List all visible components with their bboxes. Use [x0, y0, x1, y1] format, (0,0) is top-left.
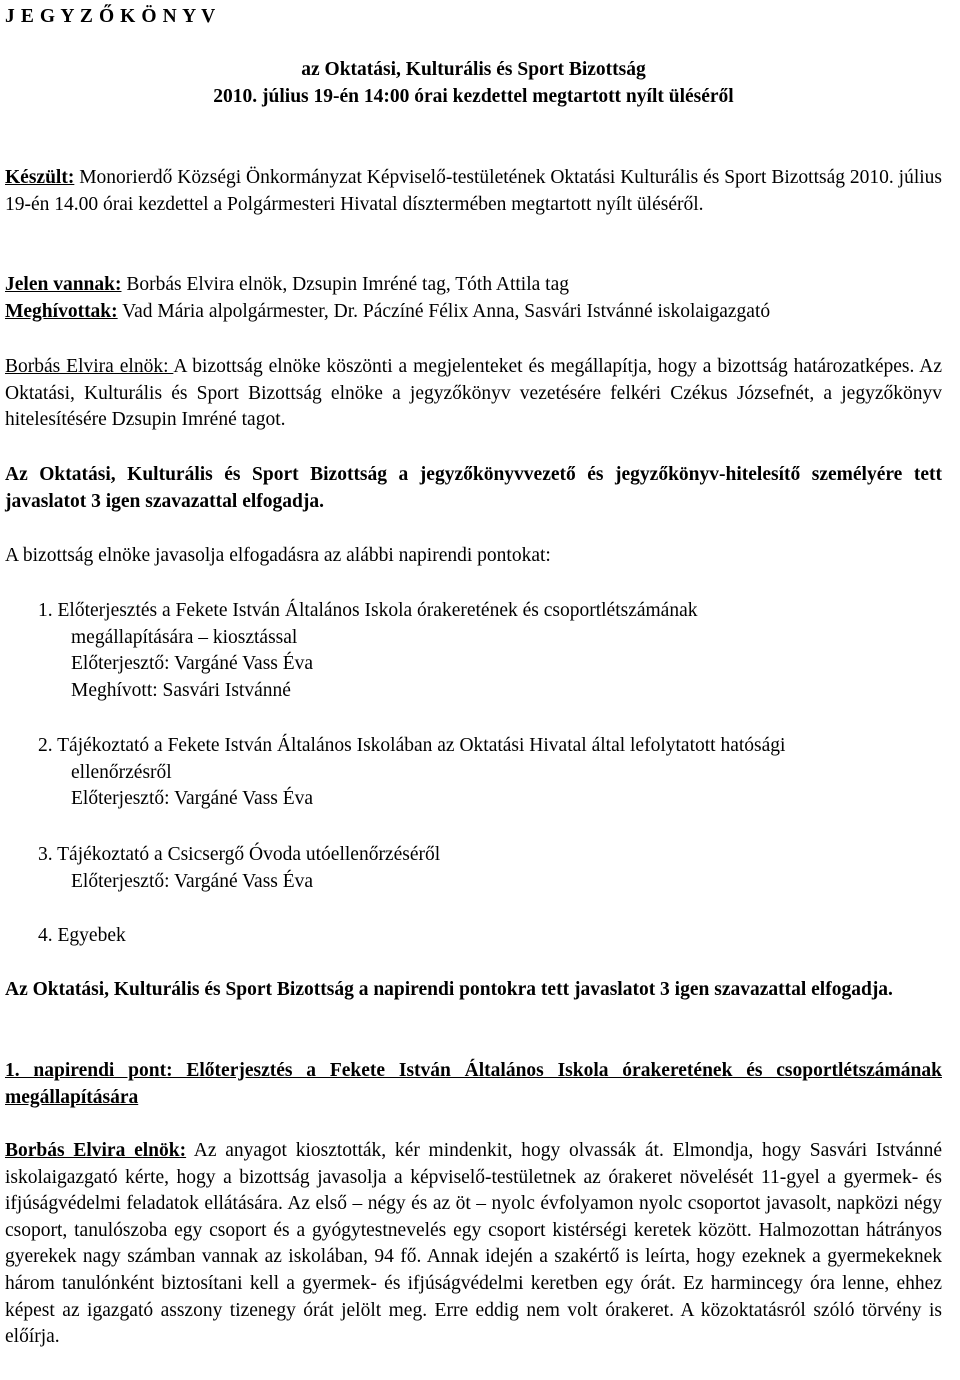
attendees-line — [5, 272, 942, 299]
section-1-paragraph — [5, 1138, 942, 1351]
agenda-item-1 — [38, 598, 942, 704]
invited-text: Vad Mária alpolgármester, Dr. Páczíné Félix Anna, Sasvári Istvánné iskolaigazgató — [117, 301, 771, 322]
agenda-item-3-presenter: Előterjesztő: Vargáné Vass Éva — [71, 870, 314, 892]
agenda-item-4 — [38, 923, 942, 950]
section-1-speaker: Borbás Elvira elnök: — [5, 1140, 187, 1161]
attendees-label: Jelen vannak: — [5, 274, 122, 295]
keszult-label: Készült: — [5, 167, 75, 188]
opening-text: A bizottság elnöke köszönti a megjelenteket és megállapítja, hogy a bizottság határozatképes. Az Oktatási, Kulturális és Sport Bizottság elnöke a jegyzőkönyv vezetésére felkéri Czékus Józsefnét, a jegyzőkönyv hitelesítésére Dzsupin Imréné tagot. — [5, 356, 942, 431]
agenda-item-1-title: 1. Előterjesztés a Fekete István Általános Iskola órakeretének és csoportlétszámának — [38, 600, 698, 621]
section-1-text: Az anyagot kiosztották, kér mindenkit, hogy olvassák át. Elmondja, hogy Sasvári Istvánné iskolaigazgató kérte, hogy a bizottság javasolja a képviselő-testületnek az órakeret növelését 11-gyel a gyermek- és ifjúságvédelmi feladatok ellátására. Az első – négy és az öt – nyolc évfolyamon nyolc csoportot javasolt, napközi négy csoport, tanulószoba egy csoport és a gyógytestnevelés egy csoport kistérségi keretek között. Halmozottan hátrányos gyerekek nagy számban vannak az iskolában, 94 fő. Annak idején a szakértő is leírta, hogy ezeknek a gyermekeknek három tanulónként biztosítani kell a gyermek- és ifjúságvédelmi keretben egy órát. Ez harmincegy óra lenne, ehhez képest az igazgató asszony tizenegy órát jelölt meg. Erre eddig nem volt órakeret. A közoktatásról szóló törvény is előírja. — [5, 1140, 942, 1348]
agenda-item-2 — [38, 733, 942, 813]
document-title: J E G Y Z Ő K Ö N Y V — [5, 6, 216, 27]
resolution-minutes-keeper: Az Oktatási, Kulturális és Sport Bizottság a jegyzőkönyvvezető és jegyzőkönyv-hitelesítő személyére tett javaslatot 3 igen szavazattal elfogadja. — [5, 464, 942, 512]
attendees-text: Borbás Elvira elnök, Dzsupin Imréné tag, Tóth Attila tag — [121, 274, 569, 295]
agenda-item-2-presenter: Előterjesztő: Vargáné Vass Éva — [71, 788, 314, 810]
agenda-item-3-title: 3. Tájékoztató a Csicsergő Óvoda utóellenőrzéséről — [38, 844, 441, 865]
agenda-item-1-invited: Meghívott: Sasvári Istvánné — [71, 679, 291, 701]
invited-line — [5, 299, 942, 326]
keszult-paragraph — [5, 165, 942, 218]
agenda-item-2-title: 2. Tájékoztató a Fekete István Általános Iskolában az Oktatási Hivatal által lefolytatott hatósági — [38, 735, 786, 756]
agenda-item-1-presenter: Előterjesztő: Vargáné Vass Éva — [71, 653, 314, 675]
document-subtitle-committee: az Oktatási, Kulturális és Sport Bizottság — [301, 59, 646, 80]
agenda-item-1-title-cont: megállapítására – kiosztással — [71, 626, 298, 648]
keszult-text: Monorierdő Községi Önkormányzat Képviselő-testületének Oktatási Kulturális és Sport Bizottság 2010. július 19-én 14.00 órai kezdettel a Polgármesteri Hivatal dísztermében megtartott nyílt üléséről. — [5, 167, 942, 215]
agenda-intro: A bizottság elnöke javasolja elfogadásra az alábbi napirendi pontokat: — [5, 545, 551, 566]
agenda-item-2-title-cont: ellenőrzésről — [71, 761, 172, 783]
resolution-agenda: Az Oktatási, Kulturális és Sport Bizottság a napirendi pontokra tett javaslatot 3 igen szavazattal elfogadja. — [5, 979, 893, 1000]
opening-paragraph — [5, 354, 942, 434]
invited-label: Meghívottak: — [5, 301, 118, 322]
document-subtitle-date: 2010. július 19-én 14:00 órai kezdettel megtartott nyílt üléséről — [213, 86, 734, 107]
opening-speaker: Borbás Elvira elnök: — [5, 356, 174, 377]
section-1-heading: 1. napirendi pont: Előterjesztés a Fekete István Általános Iskola órakeretének és csoportlétszámának megállapítására — [5, 1060, 942, 1108]
agenda-item-4-title: 4. Egyebek — [38, 925, 126, 946]
agenda-item-3 — [38, 842, 942, 895]
